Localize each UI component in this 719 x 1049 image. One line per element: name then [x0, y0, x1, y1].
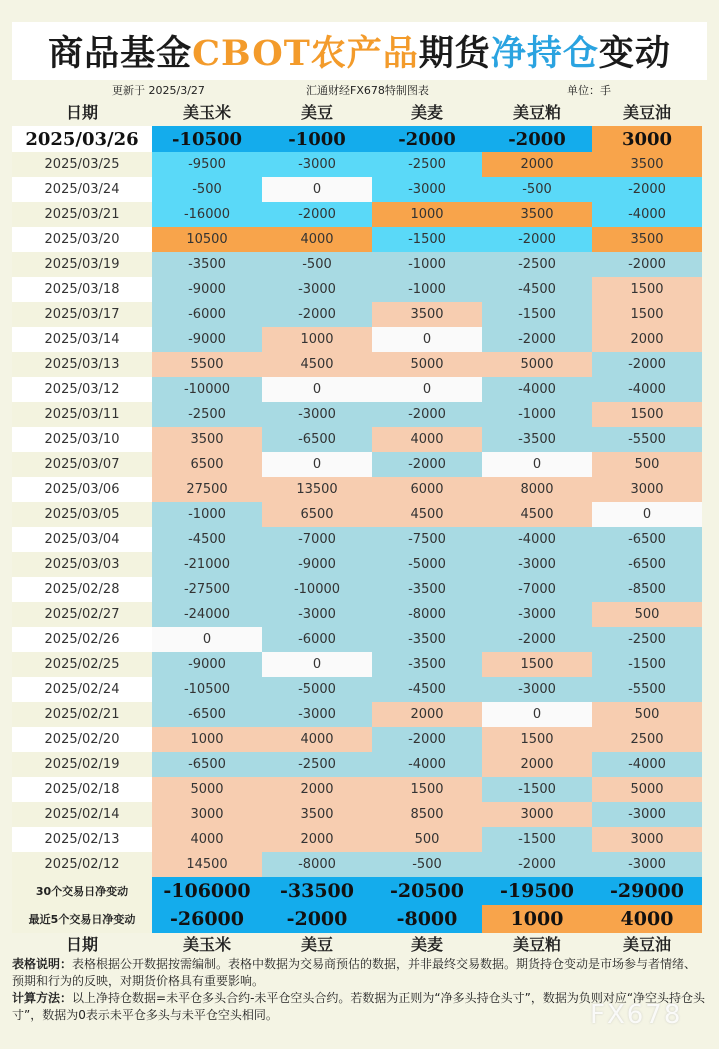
cell-date: 2025/02/25 — [12, 652, 152, 677]
cell-date: 2025/03/06 — [12, 477, 152, 502]
cell-value: 4000 — [372, 427, 482, 452]
cell-value: -1000 — [372, 252, 482, 277]
cell-value: -5000 — [372, 552, 482, 577]
table-row — [12, 327, 707, 352]
notes-description-text: 表格根据公开数据按需编制。表格中数据为交易商预估的数据，并非最终交易数据。期货持仓变动是市场参与者情绪、预期和行为的反映，对期货价格具有重要影响。 — [12, 957, 697, 988]
cell-value: 1500 — [592, 277, 702, 302]
cell-value: 1000 — [152, 727, 262, 752]
cell-value: -2500 — [372, 152, 482, 177]
cell-value: 3000 — [482, 802, 592, 827]
cell-value: -3500 — [482, 427, 592, 452]
header-wheat: 美麦 — [410, 102, 443, 122]
cell-value: 500 — [592, 602, 702, 627]
title-banner — [12, 22, 707, 80]
cell-value: 0 — [372, 327, 482, 352]
cell-value: -6500 — [152, 752, 262, 777]
cell-value: -6000 — [152, 302, 262, 327]
cell-value: -3000 — [262, 402, 372, 427]
cell-value: 1500 — [482, 652, 592, 677]
cell-value: -2000 — [592, 352, 702, 377]
cell-value: 8000 — [482, 477, 592, 502]
table-row — [12, 177, 707, 202]
cell-date: 2025/02/18 — [12, 777, 152, 802]
summary-value: -2000 — [262, 905, 372, 933]
cell-value: -4000 — [592, 202, 702, 227]
cell-value: 5000 — [372, 352, 482, 377]
cell-value: -2000 — [372, 126, 482, 152]
cell-value: -1500 — [592, 652, 702, 677]
summary-value: -20500 — [372, 877, 482, 905]
cell-value: -2000 — [482, 227, 592, 252]
title-part-5: 变动 — [598, 33, 671, 74]
cell-value: 6500 — [152, 452, 262, 477]
cell-value: -6000 — [262, 627, 372, 652]
cell-value: -7500 — [372, 527, 482, 552]
cell-date: 2025/03/10 — [12, 427, 152, 452]
cell-value: 0 — [262, 377, 372, 402]
cell-value: -1500 — [372, 227, 482, 252]
table-row — [12, 752, 707, 777]
table-row — [12, 152, 707, 177]
cell-value: -2500 — [482, 252, 592, 277]
table-row-latest — [12, 126, 707, 152]
cell-value: -2000 — [372, 727, 482, 752]
cell-value: -21000 — [152, 552, 262, 577]
cell-value: 3500 — [262, 802, 372, 827]
unit-label: 单位：手 — [567, 84, 611, 97]
cell-value: 0 — [592, 502, 702, 527]
summary-value: -8000 — [372, 905, 482, 933]
cell-date: 2025/03/18 — [12, 277, 152, 302]
cell-value: -2000 — [482, 126, 592, 152]
cell-value: 10500 — [152, 227, 262, 252]
cell-value: -1500 — [482, 302, 592, 327]
cell-value: -3000 — [482, 552, 592, 577]
header-soybean: 美豆 — [300, 102, 333, 122]
cell-value: 1500 — [592, 302, 702, 327]
cell-value: 2000 — [372, 702, 482, 727]
cell-value: -6500 — [152, 702, 262, 727]
cell-value: 1000 — [262, 327, 372, 352]
summary-value: -19500 — [482, 877, 592, 905]
cell-value: 5000 — [152, 777, 262, 802]
cell-value: -9000 — [152, 327, 262, 352]
cell-value: -3000 — [482, 677, 592, 702]
cell-date: 2025/03/03 — [12, 552, 152, 577]
table-row — [12, 827, 707, 852]
cell-value: 500 — [372, 827, 482, 852]
cell-value: -10500 — [152, 677, 262, 702]
summary-value: -33500 — [262, 877, 372, 905]
table-row — [12, 277, 707, 302]
cell-value: 0 — [262, 452, 372, 477]
cell-value: 500 — [592, 452, 702, 477]
cell-value: -1000 — [262, 126, 372, 152]
cell-value: 0 — [152, 627, 262, 652]
cell-date: 2025/02/20 — [12, 727, 152, 752]
cell-value: 3500 — [592, 152, 702, 177]
cell-value: -9500 — [152, 152, 262, 177]
cell-value: 2000 — [592, 327, 702, 352]
cell-date: 2025/02/24 — [12, 677, 152, 702]
cell-date: 2025/02/28 — [12, 577, 152, 602]
cell-value: -2500 — [592, 627, 702, 652]
cell-value: -1000 — [482, 402, 592, 427]
cell-date: 2025/03/11 — [12, 402, 152, 427]
cell-value: 2000 — [482, 752, 592, 777]
cell-value: -16000 — [152, 202, 262, 227]
cell-value: -4000 — [482, 377, 592, 402]
cell-value: 1500 — [372, 777, 482, 802]
cell-value: 4500 — [482, 502, 592, 527]
cell-value: -2500 — [152, 402, 262, 427]
summary-value: -29000 — [592, 877, 702, 905]
cell-value: -8000 — [372, 602, 482, 627]
cell-date: 2025/03/12 — [12, 377, 152, 402]
cell-value: -7000 — [482, 577, 592, 602]
cell-value: 27500 — [152, 477, 262, 502]
cell-value: 4500 — [262, 352, 372, 377]
cell-value: 1000 — [372, 202, 482, 227]
footer-date: 日期 — [65, 934, 98, 954]
table-row — [12, 627, 707, 652]
table-row — [12, 677, 707, 702]
cell-value: -4000 — [482, 527, 592, 552]
table-row — [12, 502, 707, 527]
cell-value: -9000 — [152, 277, 262, 302]
cell-value: 3500 — [152, 427, 262, 452]
table-row — [12, 427, 707, 452]
cell-value: -2000 — [262, 202, 372, 227]
cell-value: -8000 — [262, 852, 372, 877]
cell-value: -1500 — [482, 827, 592, 852]
cell-value: 14500 — [152, 852, 262, 877]
cell-value: 2000 — [482, 152, 592, 177]
cell-value: -2500 — [262, 752, 372, 777]
cell-value: -8500 — [592, 577, 702, 602]
title-part-3: 期货 — [418, 33, 491, 74]
cell-value: -3000 — [262, 277, 372, 302]
watermark-logo: FX678 — [590, 1000, 683, 1030]
cell-value: 0 — [482, 452, 592, 477]
notes-calculation-text: 以上净持仓数据=未平仓多头合约-未平仓空头合约。若数据为正则为“净多头持仓头寸”，数据为负则对应“净空头持仓头寸”，数据为0表示未平仓多头与未平仓空头相同。 — [12, 991, 706, 1022]
cell-date: 2025/03/24 — [12, 177, 152, 202]
summary-label: 最近5个交易日净变动 — [12, 905, 152, 933]
cell-date: 2025/03/14 — [12, 327, 152, 352]
cell-date: 2025/03/21 — [12, 202, 152, 227]
cell-date: 2025/03/04 — [12, 527, 152, 552]
cell-value: 5000 — [482, 352, 592, 377]
cell-value: 4000 — [152, 827, 262, 852]
cell-value: -2000 — [482, 852, 592, 877]
cell-value: -1500 — [482, 777, 592, 802]
cell-value: -3000 — [262, 702, 372, 727]
cell-value: -1000 — [152, 502, 262, 527]
cell-value: -6500 — [262, 427, 372, 452]
cell-value: -2000 — [482, 627, 592, 652]
title-part-2: CBOT农产品 — [192, 33, 419, 74]
cell-value: 2000 — [262, 827, 372, 852]
cell-date: 2025/02/19 — [12, 752, 152, 777]
cell-value: -2000 — [592, 177, 702, 202]
cell-value: 0 — [262, 177, 372, 202]
cell-value: -6500 — [592, 552, 702, 577]
cell-value: -3500 — [372, 577, 482, 602]
cell-value: -10000 — [152, 377, 262, 402]
notes-description-label: 表格说明： — [12, 957, 73, 971]
cell-value: -7000 — [262, 527, 372, 552]
cell-value: -10000 — [262, 577, 372, 602]
header-soyoil: 美豆油 — [622, 102, 671, 122]
cell-value: 500 — [592, 702, 702, 727]
cell-value: 1500 — [482, 727, 592, 752]
cell-value: -2000 — [372, 402, 482, 427]
cell-value: 4000 — [262, 727, 372, 752]
source-label: 汇通财经FX678特制图表 — [306, 84, 429, 97]
title-part-1: 商品基金 — [48, 33, 193, 74]
cell-date: 2025/02/14 — [12, 802, 152, 827]
cell-value: -3000 — [262, 152, 372, 177]
cell-value: -3500 — [372, 627, 482, 652]
cell-value: -500 — [372, 852, 482, 877]
column-header-bottom — [12, 932, 707, 954]
cell-value: -500 — [482, 177, 592, 202]
cell-date: 2025/03/17 — [12, 302, 152, 327]
cell-date: 2025/02/26 — [12, 627, 152, 652]
cell-value: -500 — [152, 177, 262, 202]
cell-value: -6500 — [592, 527, 702, 552]
table-row — [12, 377, 707, 402]
cell-value: 0 — [262, 652, 372, 677]
table-row — [12, 577, 707, 602]
cell-value: -2000 — [482, 327, 592, 352]
footer-soyoil: 美豆油 — [622, 934, 671, 954]
header-corn: 美玉米 — [182, 102, 231, 122]
table-row — [12, 452, 707, 477]
cell-value: 8500 — [372, 802, 482, 827]
notes-description — [12, 956, 707, 990]
table-row — [12, 702, 707, 727]
header-date: 日期 — [65, 102, 98, 122]
cell-value: 3500 — [372, 302, 482, 327]
cell-value: -4500 — [372, 677, 482, 702]
cell-value: -3000 — [592, 852, 702, 877]
data-table — [12, 126, 707, 933]
cell-value: 1500 — [592, 402, 702, 427]
cell-value: -4000 — [372, 752, 482, 777]
cell-value: 5000 — [592, 777, 702, 802]
cell-date: 2025/03/05 — [12, 502, 152, 527]
cell-value: 3500 — [482, 202, 592, 227]
cell-value: 2000 — [262, 777, 372, 802]
summary-label: 30个交易日净变动 — [12, 877, 152, 905]
cell-date: 2025/02/12 — [12, 852, 152, 877]
table-row — [12, 802, 707, 827]
cell-value: -5500 — [592, 427, 702, 452]
summary-value: 4000 — [592, 905, 702, 933]
summary-row — [12, 905, 707, 933]
cell-value: -3500 — [372, 652, 482, 677]
summary-value: 1000 — [482, 905, 592, 933]
cell-date: 2025/03/07 — [12, 452, 152, 477]
cell-value: 3000 — [592, 477, 702, 502]
updated-date: 更新于 2025/3/27 — [112, 84, 205, 97]
cell-date: 2025/03/13 — [12, 352, 152, 377]
cell-date: 2025/03/20 — [12, 227, 152, 252]
cell-value: -5000 — [262, 677, 372, 702]
cell-value: -4000 — [592, 752, 702, 777]
cell-value: 3000 — [592, 126, 702, 152]
footer-wheat: 美麦 — [410, 934, 443, 954]
column-header-top — [12, 100, 707, 122]
cell-date: 2025/02/21 — [12, 702, 152, 727]
table-row — [12, 252, 707, 277]
table-row — [12, 352, 707, 377]
cell-value: -4000 — [592, 377, 702, 402]
table-row — [12, 227, 707, 252]
cell-value: 3500 — [592, 227, 702, 252]
table-row — [12, 852, 707, 877]
cell-value: -2000 — [262, 302, 372, 327]
cell-value: -4500 — [152, 527, 262, 552]
cell-value: 6500 — [262, 502, 372, 527]
cell-value: -27500 — [152, 577, 262, 602]
cell-value: 4500 — [372, 502, 482, 527]
cell-value: -3000 — [372, 177, 482, 202]
cell-value: 4000 — [262, 227, 372, 252]
cell-date: 2025/02/27 — [12, 602, 152, 627]
cell-value: -10500 — [152, 126, 262, 152]
table-row — [12, 602, 707, 627]
footer-soymeal: 美豆粕 — [512, 934, 561, 954]
cell-date: 2025/03/25 — [12, 152, 152, 177]
cell-value: -4500 — [482, 277, 592, 302]
cell-value: -9000 — [152, 652, 262, 677]
table-row — [12, 527, 707, 552]
cell-value: -3000 — [482, 602, 592, 627]
table-row — [12, 552, 707, 577]
cell-value: 0 — [482, 702, 592, 727]
cell-value: 3000 — [152, 802, 262, 827]
notes-calculation-label: 计算方法： — [12, 991, 73, 1005]
page-title — [48, 26, 671, 76]
cell-value: 5500 — [152, 352, 262, 377]
table-row — [12, 777, 707, 802]
cell-value: 3000 — [592, 827, 702, 852]
footer-corn: 美玉米 — [182, 934, 231, 954]
table-row — [12, 402, 707, 427]
summary-value: -106000 — [152, 877, 262, 905]
summary-value: -26000 — [152, 905, 262, 933]
cell-value: -24000 — [152, 602, 262, 627]
table-row — [12, 477, 707, 502]
cell-value: -5500 — [592, 677, 702, 702]
table-row — [12, 727, 707, 752]
cell-value: -2000 — [592, 252, 702, 277]
cell-date: 2025/03/19 — [12, 252, 152, 277]
cell-value: 0 — [372, 377, 482, 402]
table-row — [12, 202, 707, 227]
header-soymeal: 美豆粕 — [512, 102, 561, 122]
cell-value: -500 — [262, 252, 372, 277]
footer-soybean: 美豆 — [300, 934, 333, 954]
table-row — [12, 652, 707, 677]
table-row — [12, 302, 707, 327]
cell-value: -2000 — [372, 452, 482, 477]
cell-value: 6000 — [372, 477, 482, 502]
cell-date: 2025/03/26 — [12, 126, 152, 152]
cell-value: 13500 — [262, 477, 372, 502]
summary-row — [12, 877, 707, 905]
cell-date: 2025/02/13 — [12, 827, 152, 852]
cell-value: -1000 — [372, 277, 482, 302]
title-part-4: 净持仓 — [490, 33, 599, 74]
cell-value: 2500 — [592, 727, 702, 752]
cell-value: -3000 — [592, 802, 702, 827]
cell-value: -3500 — [152, 252, 262, 277]
cell-value: -3000 — [262, 602, 372, 627]
cell-value: -9000 — [262, 552, 372, 577]
